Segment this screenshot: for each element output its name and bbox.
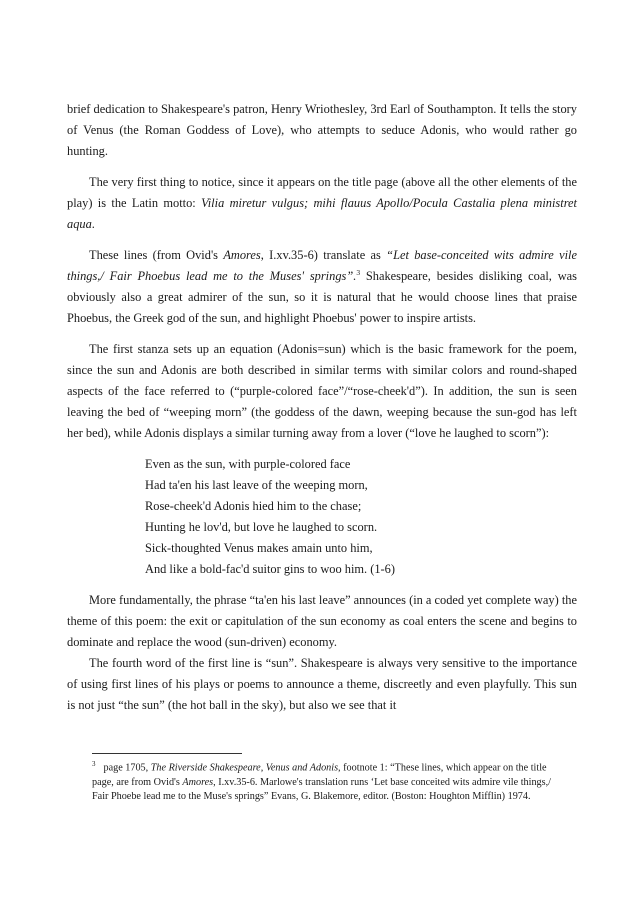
- footnote-source-title: The Riverside Shakespeare, Venus and Adonis,: [150, 762, 341, 774]
- footnote: $^3$ page 1705, The Riverside Shakespeare, Venus and Adonis, footnote 1: “These lines, which appear on the title page, are from Ovid's Amores, I.xv.35-6. Marlowe's translation runs ‘Let base conceited wits admire vile things,/ Fair Phoebe lead me to the Muse's springs” Evans, G. Blakemore, editor. (Boston: Houghton Mifflin) 1974.: [92, 760, 551, 803]
- body-text: [67, 99, 577, 726]
- paragraph-ovid-translation: These lines (from Ovid's Amores, I.xv.35-6) translate as “Let base-conceited wits admire vile things,/ Fair Phoebus lead me to the Muses' springs”.$^3$ Shakespeare, besides disliking coal, was obviously also a great admirer of the sun, so it is natural that he would choose lines that praise Phoebus, the Greek god of the sun, and highlight Phoebus' power to inspire artists.: [67, 248, 577, 325]
- poem-line: Hunting he lov'd, but love he laughed to scorn.: [145, 520, 378, 534]
- paragraph-first-stanza: The first stanza sets up an equation (Adonis=sun) which is the basic framework for the poem, since the sun and Adonis are both described in similar terms with similar colors and round-shaped aspects of the face referred to (“purple-colored face”/“rose-cheek'd”). In addition, the sun is seen leaving the bed of “weeping morn” (the goddess of the dawn, weeping because the sun-god has left her bed), while Adonis displays a similar turning away from a lover (“love he laughed to scorn”):: [67, 342, 577, 440]
- translation-quote: “Let base-conceited wits admire vile things,/ Fair Phoebus lead me to the Muses' springs”.: [67, 248, 577, 283]
- footnote-mark: 3: [92, 760, 96, 768]
- footnote-amores-title: Amores: [182, 776, 214, 788]
- footnote-divider: [92, 753, 242, 754]
- paragraph-last-leave: More fundamentally, the phrase “ta'en his last leave” announces (in a coded yet complete way) the theme of this poem: the exit or capitulation of the sun economy as coal enters the scene and begins to dominate and replace the wood (sun-driven) economy.: [67, 593, 577, 649]
- poem-quotation: [145, 454, 577, 580]
- poem-line: Sick-thoughted Venus makes amain unto him,: [145, 541, 373, 555]
- poem-line: Rose-cheek'd Adonis hied him to the chase;: [145, 499, 362, 513]
- latin-motto: Vilia miretur vulgus; mihi flauus Apollo/Pocula Castalia plena ministret aqua: [67, 196, 577, 231]
- paragraph-latin-motto: The very first thing to notice, since it appears on the title page (above all the other elements of the play) is the Latin motto: Vilia miretur vulgus; mihi flauus Apollo/Pocula Castalia plena ministret aqua.: [67, 175, 577, 231]
- paragraph-fourth-word: The fourth word of the first line is “sun”. Shakespeare is always very sensitive to the importance of using first lines of his plays or poems to announce a theme, discreetly and even playfully. This sun is not just “the sun” (the hot ball in the sky), but also we see that it: [67, 656, 577, 712]
- poem-line: And like a bold-fac'd suitor gins to woo him. (1-6): [145, 562, 396, 576]
- footnote-reference[interactable]: 3: [356, 267, 361, 277]
- amores-title: Amores: [223, 248, 261, 262]
- paragraph-dedication: brief dedication to Shakespeare's patron, Henry Wriothesley, 3rd Earl of Southampton. It tells the story of Venus (the Roman Goddess of Love), who attempts to seduce Adonis, who would rather go hunting.: [67, 102, 577, 158]
- poem-line: Had ta'en his last leave of the weeping morn,: [145, 478, 368, 492]
- poem-line: Even as the sun, with purple-colored face: [145, 457, 351, 471]
